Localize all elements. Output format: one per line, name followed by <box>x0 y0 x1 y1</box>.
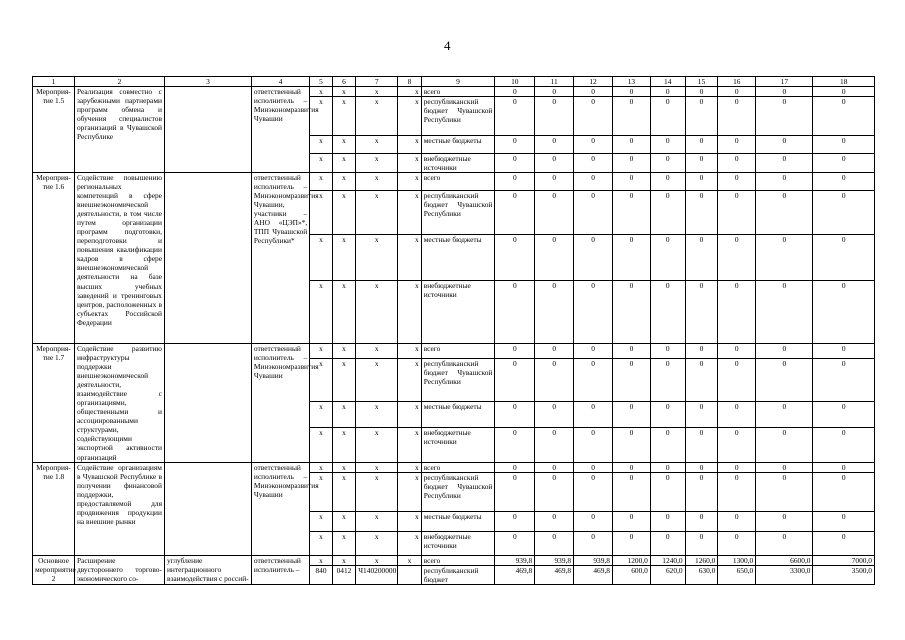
amount-cell: 0 <box>535 281 574 344</box>
code-cell: x <box>332 191 356 235</box>
amount-cell: 0 <box>813 136 875 154</box>
amount-cell: 0 <box>813 462 875 472</box>
column-header: 10 <box>495 77 535 87</box>
funding-source: всего <box>421 87 495 97</box>
amount-cell: 0 <box>756 462 813 472</box>
responsible-executor: ответственный исполнитель – <box>251 555 309 584</box>
responsible-executor: ответственный исполнитель – Минэкономразвития Чувашии, участники – АНО «ЦЭП»*, ТПП Чувашской Республики* <box>251 173 309 344</box>
amount-cell: 0 <box>535 401 574 427</box>
amount-cell: 0 <box>718 427 756 462</box>
amount-cell: 0 <box>495 462 535 472</box>
funding-source: внебюджетные источники <box>421 427 495 462</box>
code-cell: x <box>356 401 398 427</box>
code-cell: x <box>310 462 333 472</box>
amount-cell: 0 <box>613 462 651 472</box>
code-cell: x <box>310 235 333 281</box>
column-header: 5 <box>310 77 333 87</box>
amount-cell: 0 <box>685 281 718 344</box>
code-cell: x <box>332 97 356 136</box>
amount-cell: 0 <box>756 358 813 401</box>
amount-cell: 0 <box>685 344 718 358</box>
budget-table <box>32 76 875 585</box>
amount-cell: 0 <box>718 191 756 235</box>
amount-cell: 1300,0 <box>718 555 756 565</box>
amount-cell: 0 <box>613 511 651 531</box>
amount-cell: 650,0 <box>718 565 756 584</box>
column-header: 4 <box>251 77 309 87</box>
amount-cell: 0 <box>613 281 651 344</box>
activity-name: Мероприя-тие 1.6 <box>33 173 75 344</box>
amount-cell: 1240,0 <box>650 555 685 565</box>
code-cell: x <box>310 154 333 173</box>
activity-name: Мероприя-тие 1.8 <box>33 462 75 555</box>
responsible-executor: ответственный исполнитель – Минэкономразвития Чувашии <box>251 87 309 173</box>
code-cell: x <box>310 555 333 565</box>
code-cell: x <box>332 511 356 531</box>
amount-cell: 0 <box>718 472 756 511</box>
amount-cell: 0 <box>535 235 574 281</box>
code-cell: x <box>310 427 333 462</box>
funding-source: республиканский бюджет Чувашской Республики <box>421 97 495 136</box>
amount-cell: 0 <box>535 191 574 235</box>
amount-cell: 0 <box>813 531 875 555</box>
amount-cell: 0 <box>574 427 613 462</box>
amount-cell: 0 <box>535 87 574 97</box>
amount-cell: 0 <box>756 344 813 358</box>
amount-cell: 0 <box>650 472 685 511</box>
amount-cell: 0 <box>495 344 535 358</box>
funding-source: республиканский бюджет Чувашской Республики <box>421 472 495 511</box>
amount-cell: 0 <box>574 511 613 531</box>
funding-source: местные бюджеты <box>421 401 495 427</box>
amount-cell: 0 <box>650 358 685 401</box>
code-cell: x <box>356 235 398 281</box>
amount-cell: 0 <box>756 531 813 555</box>
column-header: 12 <box>574 77 613 87</box>
amount-cell: 0 <box>495 358 535 401</box>
amount-cell: 0 <box>650 511 685 531</box>
amount-cell: 0 <box>685 235 718 281</box>
amount-cell: 0 <box>813 401 875 427</box>
amount-cell: 0 <box>574 281 613 344</box>
column-header: 13 <box>613 77 651 87</box>
code-cell: x <box>356 531 398 555</box>
amount-cell: 0 <box>495 401 535 427</box>
code-cell: x <box>332 235 356 281</box>
code-cell: x <box>310 136 333 154</box>
code-cell: x <box>398 344 422 358</box>
amount-cell: 0 <box>495 97 535 136</box>
code-cell: x <box>332 427 356 462</box>
amount-cell: 0 <box>813 235 875 281</box>
funding-source: республиканский бюджет Чувашской Республики <box>421 191 495 235</box>
code-cell: x <box>398 462 422 472</box>
amount-cell: 0 <box>813 281 875 344</box>
code-cell: x <box>332 358 356 401</box>
code-cell: x <box>310 281 333 344</box>
amount-cell: 0 <box>535 472 574 511</box>
amount-cell: 469,8 <box>535 565 574 584</box>
code-cell: x <box>310 97 333 136</box>
amount-cell: 0 <box>685 511 718 531</box>
code-cell: x <box>356 97 398 136</box>
column-header: 16 <box>718 77 756 87</box>
amount-cell: 0 <box>813 154 875 173</box>
code-cell: x <box>356 173 398 191</box>
code-cell: x <box>332 136 356 154</box>
code-cell: x <box>356 358 398 401</box>
amount-cell: 0 <box>685 358 718 401</box>
amount-cell: 0 <box>756 173 813 191</box>
amount-cell: 620,0 <box>650 565 685 584</box>
code-cell: x <box>356 511 398 531</box>
funding-source: всего <box>421 344 495 358</box>
amount-cell: 0 <box>613 136 651 154</box>
amount-cell: 0 <box>650 401 685 427</box>
code-cell: x <box>398 154 422 173</box>
amount-cell: 0 <box>650 154 685 173</box>
amount-cell: 0 <box>495 191 535 235</box>
amount-cell: 0 <box>495 427 535 462</box>
code-cell: x <box>356 281 398 344</box>
code-cell: x <box>332 462 356 472</box>
amount-cell: 0 <box>813 511 875 531</box>
code-cell <box>398 565 422 584</box>
amount-cell: 0 <box>613 235 651 281</box>
code-cell: x <box>356 427 398 462</box>
code-cell: x <box>398 173 422 191</box>
page-number: 4 <box>444 38 451 53</box>
code-cell: x <box>332 154 356 173</box>
amount-cell: 0 <box>574 97 613 136</box>
amount-cell: 0 <box>574 358 613 401</box>
code-cell: x <box>398 555 422 565</box>
amount-cell: 0 <box>718 511 756 531</box>
amount-cell: 0 <box>650 136 685 154</box>
amount-cell: 0 <box>718 358 756 401</box>
code-cell: x <box>310 358 333 401</box>
activity-name: Мероприя-тие 1.7 <box>33 344 75 462</box>
table-row <box>33 555 875 565</box>
amount-cell: 0 <box>613 531 651 555</box>
amount-cell: 630,0 <box>685 565 718 584</box>
code-cell: x <box>310 173 333 191</box>
amount-cell: 0 <box>613 472 651 511</box>
amount-cell: 0 <box>574 87 613 97</box>
responsible-executor: ответственный исполнитель – Минэкономразвития Чувашии <box>251 344 309 462</box>
column-header: 11 <box>535 77 574 87</box>
amount-cell: 0 <box>650 427 685 462</box>
amount-cell: 0 <box>685 472 718 511</box>
amount-cell: 0 <box>495 531 535 555</box>
amount-cell: 0 <box>535 173 574 191</box>
amount-cell: 0 <box>813 191 875 235</box>
amount-cell: 0 <box>650 462 685 472</box>
code-cell: x <box>398 401 422 427</box>
amount-cell: 0 <box>535 358 574 401</box>
amount-cell: 0 <box>495 472 535 511</box>
amount-cell: 0 <box>495 235 535 281</box>
activity-description: Содействие повышению региональных компетенций в сфере внешнеэкономической деятельности, в том числе путем организации программ подготовки, переподготовки и повышения квалификации кадров в сфере внешнеэкономической деятельности на базе высших учебных заведений и тренинговых центров, расположенных в субъектах Российской Федерации <box>74 173 164 344</box>
amount-cell: 0 <box>718 136 756 154</box>
amount-cell: 0 <box>650 344 685 358</box>
amount-cell: 0 <box>650 173 685 191</box>
code-cell: x <box>356 462 398 472</box>
amount-cell: 0 <box>756 511 813 531</box>
amount-cell: 0 <box>535 511 574 531</box>
code-cell: x <box>310 511 333 531</box>
amount-cell: 0 <box>813 97 875 136</box>
column-header: 15 <box>685 77 718 87</box>
amount-cell: 0 <box>685 427 718 462</box>
code-cell: x <box>356 555 398 565</box>
amount-cell: 0 <box>685 136 718 154</box>
amount-cell: 0 <box>685 191 718 235</box>
amount-cell: 469,8 <box>495 565 535 584</box>
amount-cell: 600,0 <box>613 565 651 584</box>
amount-cell: 0 <box>756 154 813 173</box>
column-header: 9 <box>421 77 495 87</box>
code-cell: 840 <box>310 565 333 584</box>
column-header: 14 <box>650 77 685 87</box>
code-cell: x <box>398 281 422 344</box>
amount-cell: 0 <box>495 136 535 154</box>
amount-cell: 0 <box>574 191 613 235</box>
table-row <box>33 344 875 358</box>
code-cell: x <box>398 427 422 462</box>
amount-cell: 0 <box>813 472 875 511</box>
code-cell: x <box>398 358 422 401</box>
amount-cell: 0 <box>613 427 651 462</box>
code-cell: x <box>398 97 422 136</box>
amount-cell: 0 <box>756 427 813 462</box>
code-cell: x <box>332 87 356 97</box>
column-header: 1 <box>33 77 75 87</box>
code-cell: x <box>332 344 356 358</box>
amount-cell: 0 <box>813 87 875 97</box>
funding-source: всего <box>421 555 495 565</box>
code-cell: x <box>356 136 398 154</box>
goal-cell <box>164 87 251 173</box>
amount-cell: 0 <box>685 154 718 173</box>
activity-description: Содействие организациям в Чувашской Республике в получении финансовой поддержки, предоставляемой для продвижения продукции на внешние рынки <box>74 462 164 555</box>
activity-description: Реализация совместно с зарубежными партнерами программ обмена и обучения специалистов организаций в Чувашской Республике <box>74 87 164 173</box>
amount-cell: 0 <box>685 531 718 555</box>
column-header: 6 <box>332 77 356 87</box>
column-header: 3 <box>164 77 251 87</box>
amount-cell: 0 <box>535 136 574 154</box>
code-cell: x <box>398 511 422 531</box>
amount-cell: 0 <box>495 173 535 191</box>
amount-cell: 0 <box>685 401 718 427</box>
amount-cell: 0 <box>718 87 756 97</box>
amount-cell: 7000,0 <box>813 555 875 565</box>
header-row <box>33 77 875 87</box>
amount-cell: 0 <box>813 173 875 191</box>
table-row <box>33 173 875 191</box>
amount-cell: 0 <box>813 344 875 358</box>
amount-cell: 939,8 <box>574 555 613 565</box>
amount-cell: 0 <box>685 97 718 136</box>
amount-cell: 0 <box>718 281 756 344</box>
code-cell: x <box>332 173 356 191</box>
amount-cell: 0 <box>718 235 756 281</box>
amount-cell: 0 <box>756 136 813 154</box>
code-cell: x <box>356 191 398 235</box>
code-cell: x <box>332 401 356 427</box>
amount-cell: 3500,0 <box>813 565 875 584</box>
goal-cell: углубление интеграционного взаимодействия с россий- <box>164 555 251 584</box>
amount-cell: 0 <box>495 511 535 531</box>
amount-cell: 0 <box>613 358 651 401</box>
code-cell: x <box>310 531 333 555</box>
column-header: 18 <box>813 77 875 87</box>
amount-cell: 0 <box>650 281 685 344</box>
amount-cell: 0 <box>574 154 613 173</box>
amount-cell: 0 <box>650 87 685 97</box>
amount-cell: 0 <box>574 401 613 427</box>
amount-cell: 0 <box>718 462 756 472</box>
responsible-executor: ответственный исполнитель – Минэкономразвития Чувашии <box>251 462 309 555</box>
amount-cell: 0 <box>813 358 875 401</box>
activity-description: Содействие развитию инфраструктуры поддержки внешнеэкономической деятельности, взаимодействие с организациями, общественными и ассоциированными структурами, содействующими экспортной активности организаций <box>74 344 164 462</box>
goal-cell <box>164 344 251 462</box>
code-cell: x <box>398 235 422 281</box>
column-header: 8 <box>398 77 422 87</box>
amount-cell: 0 <box>756 191 813 235</box>
amount-cell: 0 <box>718 154 756 173</box>
amount-cell: 0 <box>613 344 651 358</box>
amount-cell: 0 <box>535 462 574 472</box>
amount-cell: 939,8 <box>495 555 535 565</box>
amount-cell: 0 <box>685 462 718 472</box>
amount-cell: 0 <box>650 97 685 136</box>
funding-source: местные бюджеты <box>421 136 495 154</box>
code-cell: x <box>356 344 398 358</box>
amount-cell: 0 <box>613 87 651 97</box>
amount-cell: 0 <box>574 531 613 555</box>
amount-cell: 0 <box>574 472 613 511</box>
code-cell: x <box>310 401 333 427</box>
amount-cell: 0 <box>613 154 651 173</box>
code-cell: x <box>310 87 333 97</box>
amount-cell: 0 <box>685 173 718 191</box>
column-header: 2 <box>74 77 164 87</box>
funding-source: республиканский бюджет <box>421 565 495 584</box>
amount-cell: 0 <box>495 154 535 173</box>
amount-cell: 0 <box>535 531 574 555</box>
amount-cell: 0 <box>756 401 813 427</box>
code-cell: x <box>332 281 356 344</box>
amount-cell: 469,8 <box>574 565 613 584</box>
code-cell: x <box>356 87 398 97</box>
amount-cell: 1200,0 <box>613 555 651 565</box>
goal-cell <box>164 462 251 555</box>
amount-cell: 0 <box>574 462 613 472</box>
funding-source: республиканский бюджет Чувашской Республики <box>421 358 495 401</box>
goal-cell <box>164 173 251 344</box>
code-cell: x <box>398 472 422 511</box>
funding-source: внебюджетные источники <box>421 281 495 344</box>
activity-name: Основное мероприятие 2 <box>33 555 75 584</box>
amount-cell: 0 <box>756 472 813 511</box>
funding-source: местные бюджеты <box>421 235 495 281</box>
amount-cell: 0 <box>613 173 651 191</box>
activity-description: Расширение двустороннего торгово-экономического со- <box>74 555 164 584</box>
amount-cell: 3300,0 <box>756 565 813 584</box>
amount-cell: 0 <box>756 97 813 136</box>
amount-cell: 0 <box>756 281 813 344</box>
amount-cell: 0 <box>574 136 613 154</box>
amount-cell: 0 <box>718 173 756 191</box>
code-cell: x <box>398 87 422 97</box>
amount-cell: 0 <box>535 344 574 358</box>
amount-cell: 0 <box>613 191 651 235</box>
amount-cell: 0 <box>613 97 651 136</box>
amount-cell: 0 <box>718 97 756 136</box>
code-cell: x <box>332 531 356 555</box>
funding-source: всего <box>421 462 495 472</box>
amount-cell: 0 <box>574 173 613 191</box>
code-cell: x <box>356 472 398 511</box>
amount-cell: 0 <box>756 87 813 97</box>
amount-cell: 0 <box>650 191 685 235</box>
amount-cell: 939,8 <box>535 555 574 565</box>
funding-source: внебюджетные источники <box>421 154 495 173</box>
amount-cell: 0 <box>574 344 613 358</box>
amount-cell: 0 <box>535 97 574 136</box>
column-header: 17 <box>756 77 813 87</box>
code-cell: x <box>398 136 422 154</box>
funding-source: внебюджетные источники <box>421 531 495 555</box>
amount-cell: 0 <box>495 87 535 97</box>
code-cell: x <box>310 344 333 358</box>
amount-cell: 0 <box>650 235 685 281</box>
amount-cell: 0 <box>756 235 813 281</box>
amount-cell: 0 <box>650 531 685 555</box>
amount-cell: 0 <box>685 87 718 97</box>
amount-cell: 0 <box>535 427 574 462</box>
amount-cell: 1260,0 <box>685 555 718 565</box>
amount-cell: 0 <box>718 401 756 427</box>
code-cell: x <box>398 191 422 235</box>
code-cell: x <box>398 531 422 555</box>
column-header: 7 <box>356 77 398 87</box>
table-row <box>33 462 875 472</box>
amount-cell: 0 <box>718 531 756 555</box>
code-cell: x <box>310 472 333 511</box>
code-cell: x <box>332 472 356 511</box>
amount-cell: 0 <box>718 344 756 358</box>
code-cell: x <box>356 154 398 173</box>
table-row <box>33 87 875 97</box>
code-cell: Ч140200000 <box>356 565 398 584</box>
activity-name: Мероприя-тие 1.5 <box>33 87 75 173</box>
amount-cell: 6600,0 <box>756 555 813 565</box>
code-cell: x <box>332 555 356 565</box>
amount-cell: 0 <box>813 427 875 462</box>
amount-cell: 0 <box>613 401 651 427</box>
funding-source: местные бюджеты <box>421 511 495 531</box>
amount-cell: 0 <box>535 154 574 173</box>
code-cell: x <box>310 191 333 235</box>
amount-cell: 0 <box>574 235 613 281</box>
code-cell: 0412 <box>332 565 356 584</box>
amount-cell: 0 <box>495 281 535 344</box>
funding-source: всего <box>421 173 495 191</box>
